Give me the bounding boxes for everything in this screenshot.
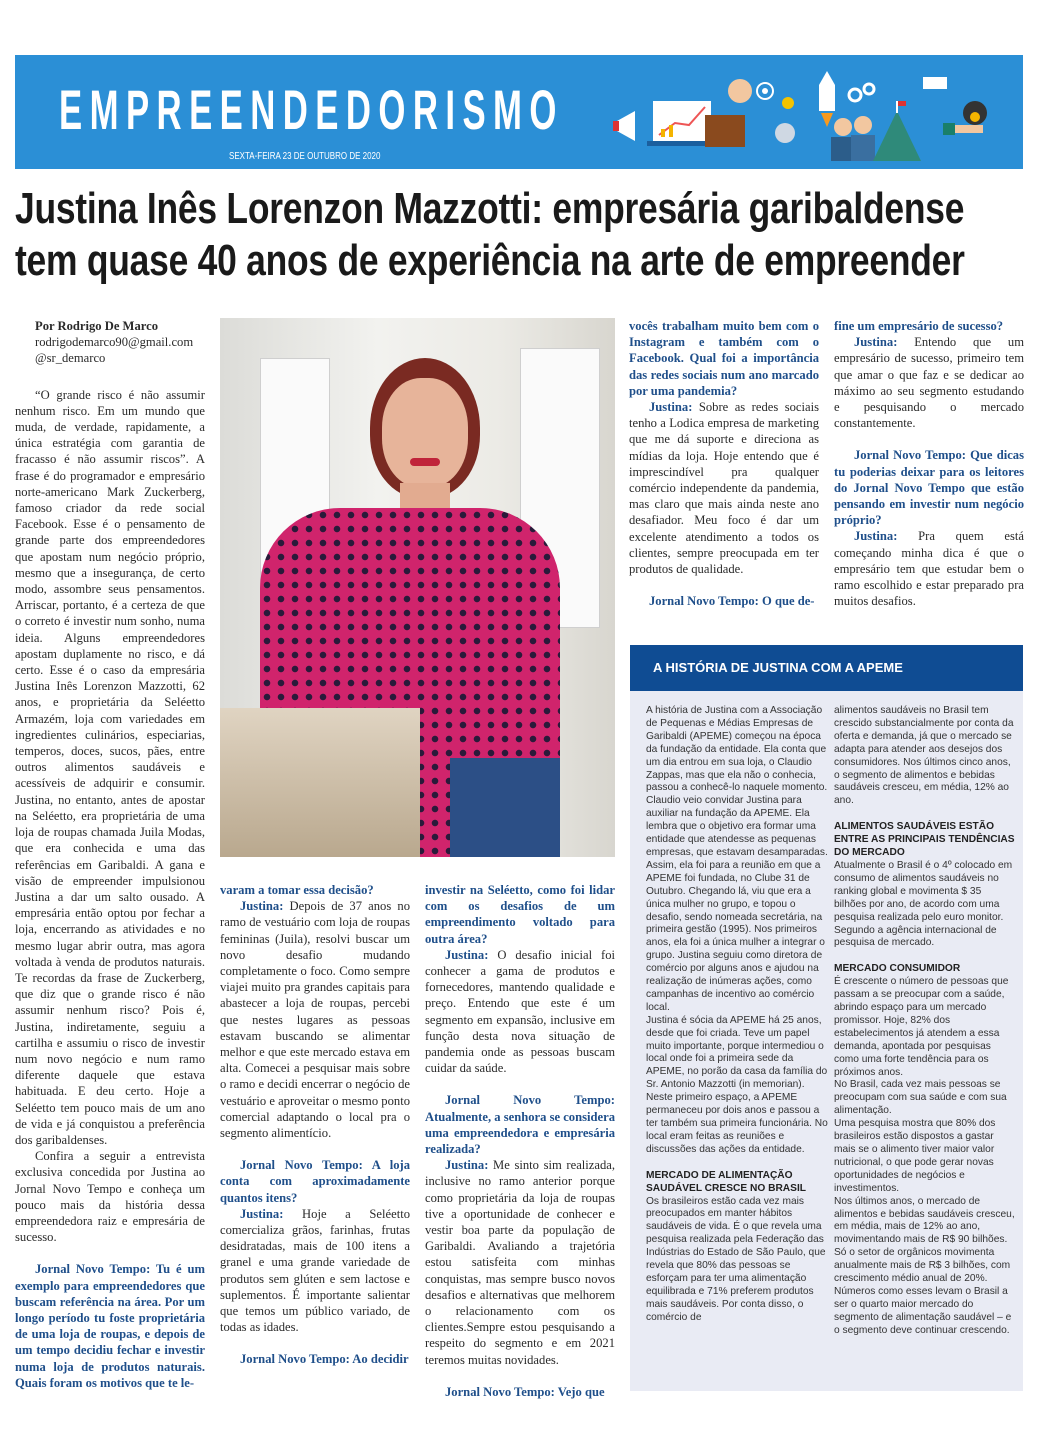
money-bag-icon <box>943 101 987 135</box>
rocket-icon <box>819 71 835 127</box>
sidebar-paragraph: Só o setor de orgânicos movimenta anualmente mais de R$ 3 bilhões, com crescimento médio anual de 20%. <box>834 1247 1011 1285</box>
lightbulb-icon <box>782 97 794 109</box>
interview-question: Jornal Novo Tempo: O que de- <box>649 594 815 609</box>
sidebar-subheading: MERCADO DE ALIMENTAÇÃO SAUDÁVEL CRESCE NO BRASIL <box>646 1169 807 1194</box>
sidebar-title: A HISTÓRIA DE JUSTINA COM A APEME <box>630 645 1023 691</box>
interview-question: Jornal Novo Tempo: A loja conta com aproximadamente quantos itens? <box>220 1158 410 1205</box>
sidebar-paragraph: Nos últimos anos, o mercado de alimentos e bebidas saudáveis cresceu, em média, mais de 12% ao ano, movimentando mais de R$ 90 bilhões. <box>834 1195 1015 1246</box>
counter <box>220 708 420 857</box>
gears-icon <box>849 84 874 101</box>
sidebar-paragraph: Uma pesquisa mostra que 80% dos brasileiros estão dispostos a gastar mais se o alimento tiver maior valor nutricional, o que pode gerar novas oportunidades de negócios e investimentos. <box>834 1118 996 1194</box>
sidebar-paragraph: É crescente o número de pessoas que passam a se preocupar com a saúde, abrindo espaço para um mercado promissor. Hoje, 82% dos estabelecimentos já atendem a essa demanda, apontada por pesquisas como uma forte tendência para os próximos anos. <box>834 976 1009 1078</box>
sidebar-paragraph: No Brasil, cada vez mais pessoas se preocupam com sua saúde e com sua alimentação. <box>834 1079 1007 1117</box>
speaker-label: Justina: <box>240 899 284 914</box>
jeans <box>450 758 560 857</box>
interview-question: fine um empresário de sucesso? <box>834 319 1004 333</box>
speaker-label: Justina: <box>649 400 693 415</box>
intro-paragraph: “O grande risco é não assumir nenhum risco. Em um mundo que muda, de verdade, rapidamente, a única estratégia com garantia de fracasso é não assumir riscos”. A frase é do programador e empresário norte-americano Mark Zuckerberg, famoso criador da rede social Facebook. Esse é o pensamento de grande parte dos empreendedores que apostam num negócio próprio, mesmo que a insegurança, de certo modo, assombre seus pensamentos. Arriscar, portanto, é a certeza de que o correto é investir num sonho, numa ideia. Alguns empreendedores apostam duplamente no risco, e dá certo. Esse é o caso da empresária Justina Inês Lorenzon Mazzotti, 62 anos, e proprietária da Seléetto Armazém, loja com variedades em ingredientes culinários, especiarias, temperos, doces, sucos, pães, entre outros alimentos saudáveis e acessíveis de adquirir e consumir. Justina, no entanto, antes de apostar na Seléetto, era proprietária de uma loja de roupas chamada Juila Modas, que era conhecida e uma das referências em Garibaldi. A gana e visão de empreender impulsionou Justina a dar um salto ousado. A empresária então optou por fechar a loja, encerrando as atividades e no mesmo lugar abrir outra, mas agora voltada à venda de produtos naturais. Te recordas da frase de Zuckerberg, que diz que o grande risco é não assumir nenhum risco? Pois é, Justina, indiretamente, seguiu a cartilha e assumiu o risco de investir num novo negócio e num ramo diferente daquele que estava habituada. E deu certo. Hoje a Seléetto tem pouco mais de um ano de vida e já conquistou a preferência dos garibaldenses. <box>15 387 205 1147</box>
byline-handle: @sr_demarco <box>35 351 106 366</box>
section-title: EMPREENDEDORISMO <box>59 78 564 141</box>
sidebar-paragraph: Números como esses levam o Brasil a ser o quarto maior mercado do segmento de alimentação saudável – e o segmento deve continuar crescendo. <box>834 1285 1012 1336</box>
sidebar-paragraph: Os brasileiros estão cada vez mais preocupados em manter hábitos saudáveis de vida. É o que revela uma pesquisa realizada pela Federação das Indústrias do Estado de São Paulo, que revela que 80% das pessoas se esforçam para ter uma alimentação equilibrada e 71% preferem produtos mais saudáveis. Por conta disso, o comércio de <box>646 1195 826 1323</box>
headline-line-2: tem quase 40 anos de experiência na arte de empreender <box>15 236 965 285</box>
sidebar-subheading: ALIMENTOS SAUDÁVEIS ESTÃO ENTRE AS PRINCIPAIS TENDÊNCIAS DO MERCADO <box>834 821 1015 859</box>
speaker-label: Justina: <box>240 1206 284 1221</box>
photo-justina <box>220 318 615 857</box>
answer-text: Depois de 37 anos no ramo de vestuário com loja de roupas femininas (Juila), resolvi buscar um novo desafio mudando completamente o foco. Como sempre viajei muito pra grandes capitais para abastecer a loja de roupas, percebi que nestes lugares as pessoas estavam buscando se alimentar melhor e que este mercado estava em alta. Comecei a pesquisar mais sobre o ramo e decidi encerrar o negócio de vestuário e aproveitar o mesmo ponto comercial adaptando o local pra o segmento alimentício. <box>220 899 410 1141</box>
sidebar-paragraph: Atualmente o Brasil é o 4º colocado em consumo de alimentos saudáveis no ranking global e movimenta $ 35 bilhões por ano, de acordo com uma pesquisa realizada pelo euro monitor. Segundo a agência internacional de pesquisa de mercado. <box>834 859 1013 949</box>
interview-question: Jornal Novo Tempo: Atualmente, a senhora se considera uma empreendedora e empresária realizada? <box>425 1093 615 1157</box>
interview-question: Jornal Novo Tempo: Tu é um exemplo para empreendedores que buscam referência na área. Por um longo período tu foste proprietária de uma loja de roupas, e depois de um tempo decidiu fechar e investir numa loja de produtos naturais. Quais foram os motivos que te le- <box>15 1262 205 1390</box>
sidebar-column-left <box>646 705 828 1325</box>
interview-answer <box>629 399 819 577</box>
interview-question: vocês trabalham muito bem com o Instagram e também com o Facebook. Qual foi a importância das redes sociais num ano marcado por uma pandemia? <box>629 319 819 398</box>
sidebar-paragraph: A história de Justina com a Associação de Pequenas e Médias Empresas de Garibaldi (APEME) começou na época da fundação da entidade. Ela conta que um dia entrou em sua loja, o Claudio Zappas, mas que ela não o conhecia, passou a conhecê-lo naquele momento. Claudio veio convidar Justina para auxiliar na fundação da APEME. Ela lembra que o objetivo era formar uma entidade que atendesse as pequenas empresas, que estavam desamparadas. <box>646 705 828 858</box>
lips <box>410 458 440 466</box>
article-column-1 <box>15 318 205 1391</box>
handshake-icon <box>728 79 752 103</box>
article-column-3 <box>425 882 615 1400</box>
interview-question: Jornal Novo Tempo: Que dicas tu poderias deixar para os leitores do Jornal Novo Tempo que estão pensando em investir num negócio próprio? <box>834 448 1024 528</box>
target-icon <box>757 83 773 99</box>
sidebar-subheading: MERCADO CONSUMIDOR <box>834 963 961 975</box>
article-headline <box>15 183 1013 287</box>
team-icon <box>831 116 875 161</box>
briefcase-icon <box>705 115 745 147</box>
sidebar-column-right <box>834 705 1016 1338</box>
interview-answer <box>220 1206 410 1336</box>
byline-author: Por Rodrigo De Marco <box>35 319 158 333</box>
sidebar-paragraph: alimentos saudáveis no Brasil tem crescido substancialmente por conta da oferta e demanda, já que o mercado se adapta para atender aos desejos dos consumidores. Nos últimos cinco anos, o segmento de alimentos e bebidas saudáveis cresceu, em média, 12% ao ano. <box>834 705 1014 807</box>
sidebar-box <box>630 691 1023 1391</box>
speaker-label: Justina: <box>445 947 489 962</box>
byline-email: rodrigodemarco90@gmail.com <box>35 335 194 350</box>
article-column-4 <box>629 318 819 609</box>
sidebar-paragraph: Justina é sócia da APEME há 25 anos, desde que foi criada. Teve um papel muito importante, porque intermediou o local onde foi a primeira sede da APEME, no porão da casa da família do Sr. Antonio Mazzotti (in memorian). Neste primeiro espaço, a APEME permaneceu por dois anos e passou a ter também sua primeira funcionária. No local eram feitas as reuniões e discussões das ações da entidade. <box>646 1014 828 1155</box>
megaphone-icon <box>613 111 635 141</box>
answer-text: Me sinto sim realizada, inclusive no ramo anterior porque como proprietária da loja de roupas tive a oportunidade de conhecer e vestir boa parte da população de Garibaldi. Avaliando a trajetória estou satisfeita com minhas conquistas, mas sempre busco novos desafios e alternativas que melhorem o relacionamento com os clientes.Sempre estou pesquisando a respeito do segmento e em 2021 teremos muitas novidades. <box>425 1158 615 1367</box>
interview-answer <box>834 334 1024 431</box>
interview-question: investir na Seléetto, como foi lidar com os desafios de um empreendimento voltado para outra área? <box>425 883 615 946</box>
answer-text: Sobre as redes sociais tenho a Lodica empresa de marketing que me dá suporte e direciona as mídias da loja. Hoje entendo que é imprescindível pra qualquer comércio independente da pandemia, mas claro que mais ainda neste ano desafiador. Meu foco é dar um excelente atendimento a todos os clientes, sempre preocupada em ter produtos de qualidade. <box>629 400 819 577</box>
answer-text: Hoje a Seléetto comercializa grãos, farinhas, frutas desidratadas, mais de 100 itens a granel e uma grande variedade de produtos sem glúten e sem lactose e suplementos. É importante salientar que temos um público variado, de todas as idades. <box>220 1206 410 1335</box>
interview-answer <box>425 1157 615 1368</box>
headline-line-1: Justina Inês Lorenzon Mazzotti: empresária garibaldense <box>15 184 965 233</box>
answer-text: O desafio inicial foi conhecer a gama de produtos e fornecedores, mantendo qualidade e preço. Entendo que este é um segmento em expansão, inclusive em função desta nova situação de pandemia onde as pessoas buscam cuidar da saúde. <box>425 947 615 1076</box>
intro-paragraph: Confira a seguir a entrevista exclusiva concedida por Justina ao Jornal Novo Tempo e conheça um pouco mais da história dessa empreendedora raiz e empresária de sucesso. <box>15 1149 205 1245</box>
banknote-icon <box>923 77 947 89</box>
interview-question: varam a tomar essa decisão? <box>220 883 374 897</box>
answer-text: Entendo que um empresário de sucesso, primeiro tem que amar o que faz e se dedicar ao máximo ao seu segmento estudando e pesquisando o mercado constantemente. <box>834 335 1025 431</box>
issue-date: SEXTA-FEIRA 23 DE OUTUBRO DE 2020 <box>229 151 381 162</box>
answer-text: Pra quem está começando minha dica é que o empresário tem que estudar bem o ramo escolhido e estar preparado pra muitos desafios. <box>834 529 1024 609</box>
article-column-2 <box>220 882 410 1368</box>
interview-question: Jornal Novo Tempo: Vejo que <box>445 1384 605 1399</box>
interview-question: Jornal Novo Tempo: Ao decidir <box>240 1352 409 1367</box>
face <box>382 378 468 488</box>
interview-answer <box>425 947 615 1077</box>
mountain-flag-icon <box>873 101 921 161</box>
speaker-label: Justina: <box>854 335 898 350</box>
article-column-5 <box>834 318 1024 609</box>
entrepreneurship-illustration <box>605 63 1015 163</box>
interview-answer <box>220 898 410 1141</box>
speaker-label: Justina: <box>854 529 898 544</box>
sidebar-paragraph: Assim, ela foi para a reunião em que a APEME foi fundada, no Clube 31 de Outubro. Chegando lá, viu que era a única mulher no grupo, e topou o desafio, sendo nomeada secretária, na primeira gestão (1995). Nos primeiros anos, ela foi a única mulher a integrar o grupo. Justina seguiu como diretora de comércio por alguns anos e ajudou na realização de inúmeras ações, como campanhas de incentivo ao comércio local. <box>646 859 825 1013</box>
speaker-label: Justina: <box>445 1158 489 1173</box>
brain-icon <box>775 123 795 143</box>
section-banner <box>15 55 1023 169</box>
interview-answer <box>834 528 1024 609</box>
